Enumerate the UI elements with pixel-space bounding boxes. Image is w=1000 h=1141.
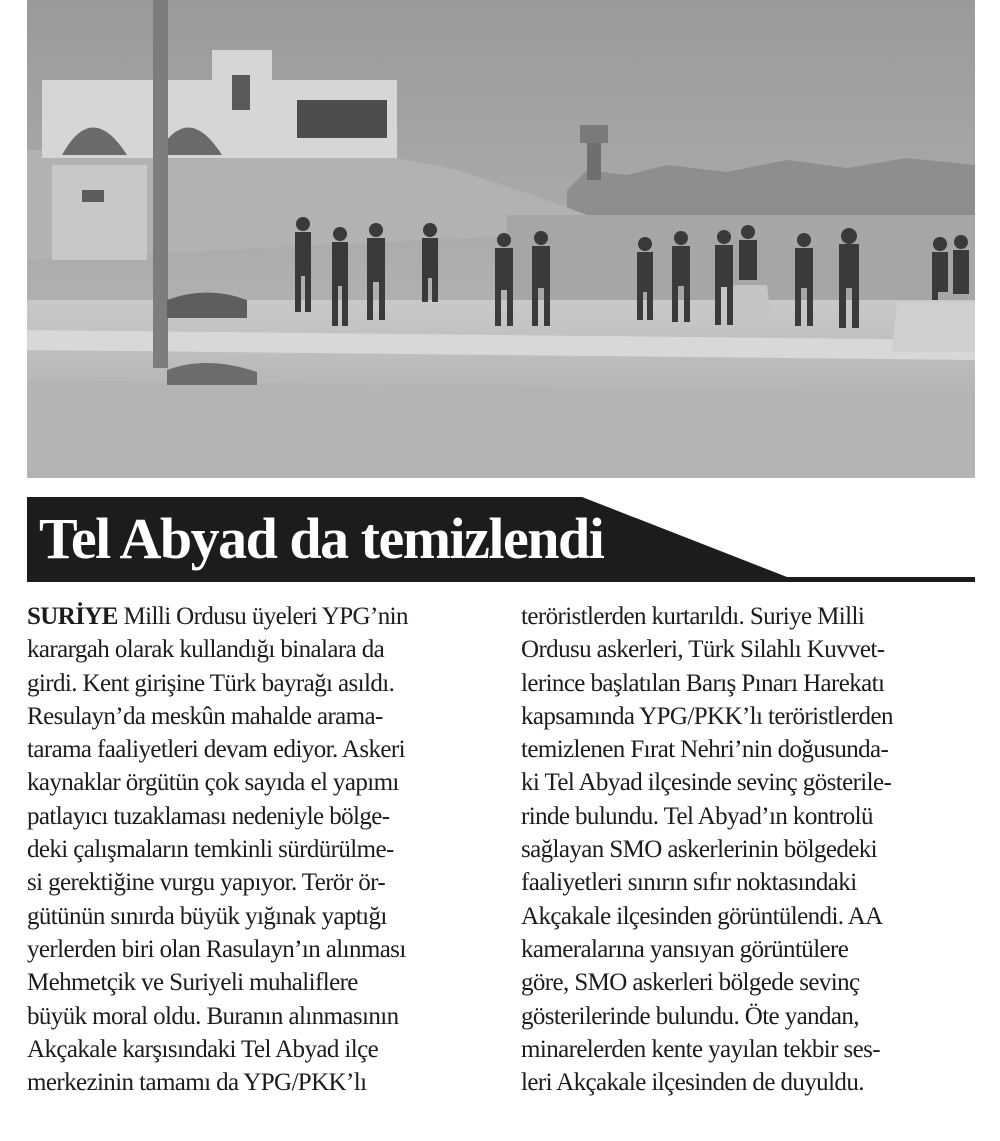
article-line bbox=[27, 600, 497, 633]
article-line: karargah olarak kullandığı binalara da bbox=[27, 636, 385, 664]
article-line: leri Akçakale ilçesinden de duyuldu. bbox=[521, 1069, 864, 1097]
article-line: kameralarına yansıyan görüntülere bbox=[521, 935, 849, 963]
article-line: büyük moral oldu. Buranın alınmasının bbox=[27, 1002, 399, 1030]
article-line: Akçakale ilçesinden görüntülendi. AA bbox=[521, 902, 883, 930]
article-line: temizlenen Fırat Nehri’nin doğusunda- bbox=[521, 736, 889, 764]
article-column-right bbox=[521, 600, 991, 1099]
news-photo bbox=[27, 0, 975, 478]
article-line: kapsamında YPG/PKK’lı teröristlerden bbox=[521, 702, 893, 730]
article-line: sağlayan SMO askerlerinin bölgedeki bbox=[521, 836, 877, 864]
article-line-text: Milli Ordusu üyeleri YPG’nin bbox=[117, 603, 408, 630]
article-line: si gerektiğine vurgu yapıyor. Terör ör- bbox=[27, 869, 386, 897]
headline: Tel Abyad da temizlendi bbox=[39, 506, 604, 571]
article-line: teröristlerden kurtarıldı. Suriye Milli bbox=[521, 603, 865, 630]
article-line: kaynaklar örgütün çok sayıda el yapımı bbox=[27, 769, 399, 797]
article-line: Akçakale karşısındaki Tel Abyad ilçe bbox=[27, 1035, 379, 1063]
article-line: gösterilerinde bulundu. Öte yandan, bbox=[521, 1002, 859, 1030]
article-line: minarelerden kente yayılan tekbir ses- bbox=[521, 1035, 880, 1063]
article-line: lerince başlatılan Barış Pınarı Harekatı bbox=[521, 669, 885, 697]
article-line: Resulayn’da meskûn mahalde arama- bbox=[27, 702, 383, 730]
article-line: merkezinin tamamı da YPG/PKK’lı bbox=[27, 1069, 367, 1097]
article-line: Ordusu askerleri, Türk Silahlı Kuvvet- bbox=[521, 636, 885, 664]
article-line: rinde bulundu. Tel Abyad’ın kontrolü bbox=[521, 802, 873, 830]
article-line: faaliyetleri sınırın sıfır noktasındaki bbox=[521, 869, 857, 897]
article-column-left bbox=[27, 600, 497, 1099]
article-line: Mehmetçik ve Suriyeli muhaliflere bbox=[27, 969, 358, 997]
headline-banner bbox=[27, 497, 975, 585]
article-line: tarama faaliyetleri devam ediyor. Askeri bbox=[27, 736, 405, 764]
article-line: göre, SMO askerleri bölgede sevinç bbox=[521, 969, 860, 997]
dateline: SURİYE bbox=[27, 603, 118, 630]
article-line: ki Tel Abyad ilçesinde sevinç gösterile- bbox=[521, 769, 892, 797]
article-line: yerlerden biri olan Rasulayn’ın alınması bbox=[27, 935, 406, 963]
article-line: girdi. Kent girişine Türk bayrağı asıldı. bbox=[27, 669, 395, 697]
article-line: gütünün sınırda büyük yığınak yaptığı bbox=[27, 902, 387, 930]
article-line: deki çalışmaların temkinli sürdürülme- bbox=[27, 836, 394, 864]
article-line: patlayıcı tuzaklaması nedeniyle bölge- bbox=[27, 802, 390, 830]
photo-scene bbox=[27, 0, 975, 478]
